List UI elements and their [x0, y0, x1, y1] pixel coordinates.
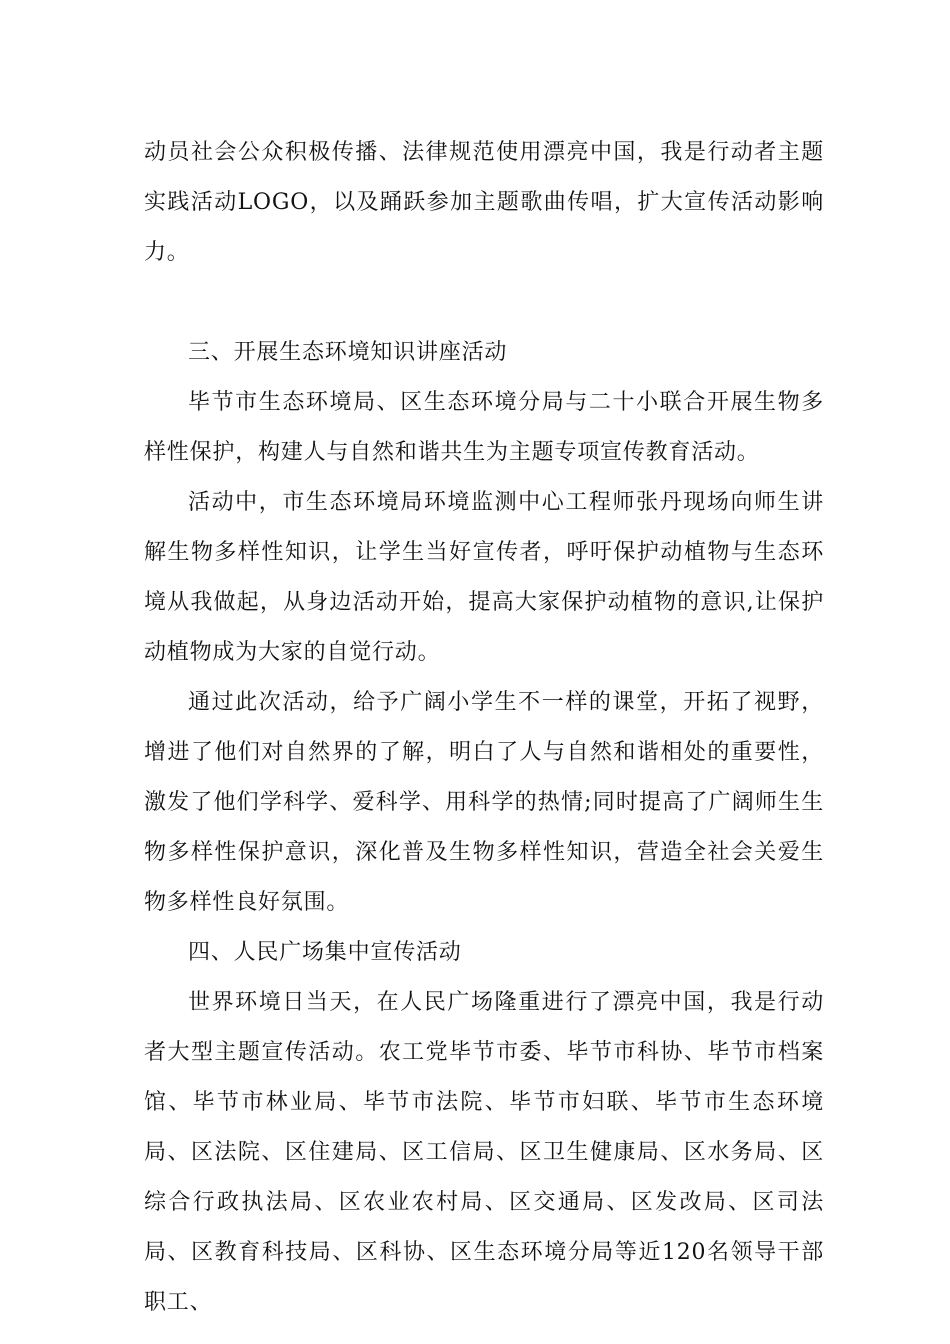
- paragraph-square-event: 世界环境日当天，在人民广场隆重进行了漂亮中国，我是行动者大型主题宣传活动。农工党毕节市委、毕节市科协、毕节市档案馆、毕节市林业局、毕节市法院、毕节市妇联、毕节市生态环境局、区法院、区住建局、区工信局、区卫生健康局、区水务局、区综合行政执法局、区农业农村局、区交通局、区发改局、区司法局、区教育科技局、区科协、区生态环境分局等近120名领导干部职工、: [144, 990, 824, 1315]
- section-heading-3: 三、开展生态环境知识讲座活动: [188, 340, 508, 365]
- document-body: [144, 128, 824, 1328]
- paragraph-gap: [144, 278, 824, 328]
- paragraph-lecture-outcome: 通过此次活动，给予广阔小学生不一样的课堂，开拓了视野，增进了他们对自然界的了解，明白了人与自然和谐相处的重要性，激发了他们学科学、爱科学、用科学的热情;同时提高了广阔师生生物多样性保护意识，深化普及生物多样性知识，营造全社会关爱生物多样性良好氛围。: [144, 690, 824, 915]
- paragraph-lecture-detail: 活动中，市生态环境局环境监测中心工程师张丹现场向师生讲解生物多样性知识，让学生当好宣传者，呼吁保护动植物与生态环境从我做起，从身边活动开始，提高大家保护动植物的意识,让保护动植物成为大家的自觉行动。: [144, 490, 824, 665]
- paragraph-lecture-intro: 毕节市生态环境局、区生态环境分局与二十小联合开展生物多样性保护，构建人与自然和谐共生为主题专项宣传教育活动。: [144, 390, 824, 465]
- section-heading-4: 四、人民广场集中宣传活动: [188, 940, 462, 965]
- paragraph-continuation: 动员社会公众积极传播、法律规范使用漂亮中国，我是行动者主题实践活动LOGO，以及踊跃参加主题歌曲传唱，扩大宣传活动影响力。: [144, 140, 824, 265]
